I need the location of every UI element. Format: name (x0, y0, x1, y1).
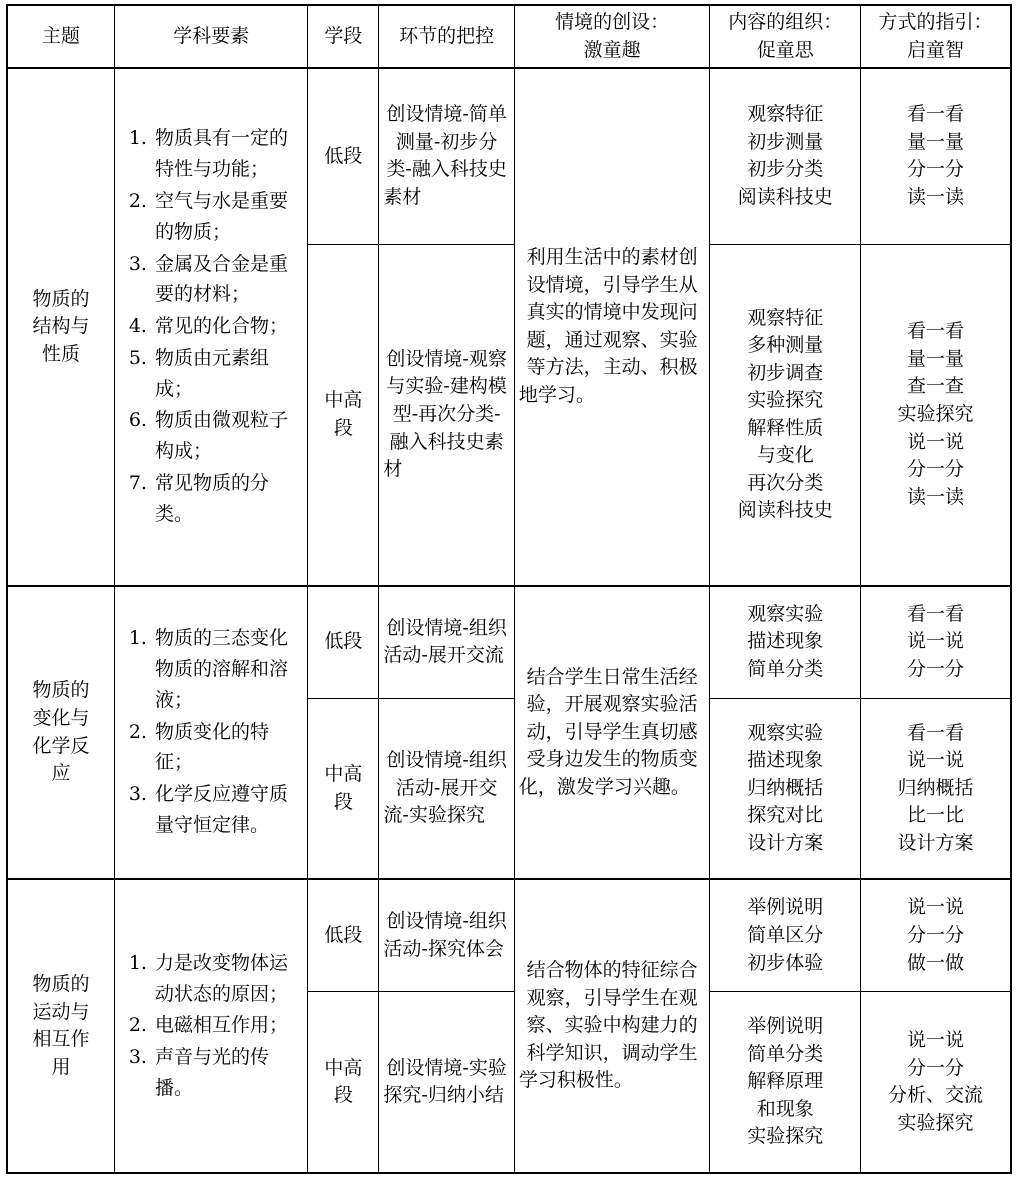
content-line: 观察特征 (747, 306, 824, 329)
element-list (119, 948, 303, 1104)
content-cell (710, 68, 860, 244)
theme-line: 相互作 (32, 1028, 90, 1051)
list-item: 3. 声音与光的传播。 (153, 1042, 301, 1104)
method-line: 实验探究 (897, 403, 974, 426)
method-line: 分一分 (906, 657, 964, 680)
method-line: 分析、交流 (887, 1084, 983, 1107)
stage-cell (308, 698, 379, 879)
context-cell: 利用生活中的素材创设情境，引导学生从真实的情境中发现问题，通过观察、实验等方法，主动、积极地学习。 (514, 68, 710, 586)
link-cell: 创设情境-组织活动-展开交流-实验探究 (379, 698, 514, 879)
method-line: 看一看 (906, 721, 964, 744)
header-line: 促童思 (756, 38, 814, 61)
method-line: 实验探究 (897, 1111, 974, 1134)
content-line: 与变化 (756, 444, 814, 467)
method-cell (860, 879, 1011, 991)
list-item: 1. 力是改变物体运动状态的原因； (153, 948, 301, 1010)
method-line: 量一量 (906, 347, 964, 370)
header-cell-method (860, 5, 1011, 68)
method-line: 读一读 (906, 485, 964, 508)
stage-line: 段 (333, 1084, 353, 1107)
content-line: 阅读科技史 (737, 186, 833, 209)
content-line: 初步体验 (747, 951, 824, 974)
list-item: 1. 物质的三态变化物质的溶解和溶液； (153, 623, 301, 715)
content-line: 简单区分 (747, 924, 824, 947)
stage-line: 低段 (324, 924, 363, 947)
content-line: 再次分类 (747, 471, 824, 494)
header-cell-theme (7, 5, 114, 68)
content-line: 实验探究 (747, 1125, 824, 1148)
table-row (7, 68, 1011, 244)
theme-line: 物质的 (32, 679, 90, 702)
content-line: 探究对比 (747, 804, 824, 827)
stage-line: 段 (333, 790, 353, 813)
stage-line: 中高 (324, 1056, 363, 1079)
content-line: 描述现象 (747, 630, 824, 653)
theme-cell (7, 68, 114, 586)
content-line: 设计方案 (747, 831, 824, 854)
content-line: 观察特征 (747, 103, 824, 126)
stage-cell (308, 244, 379, 585)
header-line: 内容的组织： (728, 11, 843, 33)
method-line: 说一说 (906, 749, 964, 772)
content-line: 解释性质 (747, 416, 824, 439)
header-cell-content (710, 5, 860, 68)
link-cell: 创设情境-观察与实验-建构模型-再次分类-融入科技史素材 (379, 244, 514, 585)
method-line: 说一说 (906, 1029, 964, 1052)
context-cell: 结合学生日常生活经验，开展观察实验活动，引导学生真切感受身边发生的物质变化，激发学习兴趣。 (514, 586, 710, 880)
theme-line: 物质的 (32, 973, 90, 996)
link-cell: 创设情境-简单测量-初步分类-融入科技史素材 (379, 68, 514, 244)
method-cell (860, 698, 1011, 879)
element-cell (114, 879, 307, 1173)
content-cell (710, 698, 860, 879)
method-line: 读一读 (906, 186, 964, 209)
theme-line: 化学反 (32, 734, 90, 757)
element-list (119, 623, 303, 840)
method-line: 归纳概括 (897, 776, 974, 799)
header-cell-link (379, 5, 514, 68)
method-line: 说一说 (906, 896, 964, 919)
theme-cell (7, 586, 114, 880)
stage-cell (308, 586, 379, 698)
method-line: 分一分 (906, 158, 964, 181)
content-line: 举例说明 (747, 1015, 824, 1038)
method-line: 说一说 (906, 430, 964, 453)
link-cell: 创设情境-实验探究-归纳小结 (379, 992, 514, 1173)
list-item: 3. 化学反应遵守质量守恒定律。 (153, 779, 301, 841)
list-item: 2. 物质变化的特征； (153, 717, 301, 779)
content-line: 初步测量 (747, 130, 824, 153)
theme-line: 用 (51, 1055, 71, 1078)
context-cell: 结合物体的特征综合观察，引导学生在观察、实验中构建力的科学知识，调动学生学习积极性。 (514, 879, 710, 1173)
method-cell (860, 68, 1011, 244)
content-line: 举例说明 (747, 896, 824, 919)
content-line: 解释原理 (747, 1070, 824, 1093)
method-line: 分一分 (906, 458, 964, 481)
theme-line: 变化与 (32, 706, 90, 729)
table-row (7, 879, 1011, 991)
method-line: 分一分 (906, 1056, 964, 1079)
header-line: 学科要素 (173, 24, 250, 47)
stage-cell (308, 68, 379, 244)
theme-cell (7, 879, 114, 1173)
list-item: 4. 常见的化合物； (153, 311, 301, 342)
header-row (7, 5, 1011, 68)
list-item: 6. 物质由微观粒子构成； (153, 405, 301, 467)
header-line: 情境的创设： (555, 11, 670, 33)
list-item: 1. 物质具有一定的特性与功能； (153, 123, 301, 185)
method-cell (860, 992, 1011, 1173)
method-cell (860, 586, 1011, 698)
content-cell (710, 992, 860, 1173)
header-cell-element (114, 5, 307, 68)
theme-line: 结构与 (32, 315, 90, 338)
content-line: 和现象 (756, 1097, 814, 1120)
stage-line: 中高 (324, 389, 363, 412)
list-item: 3. 金属及合金是重要的材料； (153, 249, 301, 311)
stage-cell (308, 879, 379, 991)
element-cell (114, 586, 307, 880)
content-line: 观察实验 (747, 721, 824, 744)
list-item: 2. 空气与水是重要的物质； (153, 186, 301, 248)
method-line: 查一查 (906, 375, 964, 398)
method-line: 看一看 (906, 602, 964, 625)
theme-line: 运动与 (32, 1000, 90, 1023)
stage-line: 低段 (324, 144, 363, 167)
header-line: 主题 (41, 24, 80, 47)
method-line: 说一说 (906, 630, 964, 653)
element-cell (114, 68, 307, 586)
list-item: 7. 常见物质的分类。 (153, 468, 301, 530)
list-item: 2. 电磁相互作用； (153, 1010, 301, 1041)
method-line: 做一做 (906, 951, 964, 974)
table-row (7, 586, 1011, 698)
stage-line: 低段 (324, 630, 363, 653)
content-line: 描述现象 (747, 749, 824, 772)
link-cell: 创设情境-组织活动-展开交流 (379, 586, 514, 698)
content-cell (710, 879, 860, 991)
table-body (7, 68, 1011, 1173)
element-list (119, 123, 303, 529)
header-cell-stage (308, 5, 379, 68)
content-cell (710, 586, 860, 698)
theme-line: 物质的 (32, 287, 90, 310)
content-line: 观察实验 (747, 602, 824, 625)
method-cell (860, 244, 1011, 585)
header-line: 激童趣 (583, 38, 641, 61)
list-item: 5. 物质由元素组成； (153, 343, 301, 405)
content-line: 初步分类 (747, 158, 824, 181)
method-line: 看一看 (906, 103, 964, 126)
content-line: 初步调查 (747, 361, 824, 384)
content-line: 简单分类 (747, 1042, 824, 1065)
table-header (7, 5, 1011, 68)
method-line: 比一比 (906, 804, 964, 827)
theme-line: 应 (51, 762, 71, 785)
content-cell (710, 244, 860, 585)
header-line: 学段 (324, 24, 363, 47)
stage-line: 中高 (324, 762, 363, 785)
theme-line: 性质 (41, 342, 80, 365)
curriculum-table (6, 4, 1012, 1174)
stage-cell (308, 992, 379, 1173)
header-line: 环节的把控 (399, 24, 495, 47)
method-line: 量一量 (906, 130, 964, 153)
header-line: 方式的指引： (878, 11, 993, 33)
content-line: 多种测量 (747, 334, 824, 357)
method-line: 分一分 (906, 924, 964, 947)
header-line: 启童智 (906, 38, 964, 61)
content-line: 简单分类 (747, 657, 824, 680)
method-line: 设计方案 (897, 831, 974, 854)
link-cell: 创设情境-组织活动-探究体会 (379, 879, 514, 991)
content-line: 归纳概括 (747, 776, 824, 799)
content-line: 实验探究 (747, 389, 824, 412)
content-line: 阅读科技史 (737, 499, 833, 522)
stage-line: 段 (333, 416, 353, 439)
header-cell-context (514, 5, 710, 68)
method-line: 看一看 (906, 320, 964, 343)
